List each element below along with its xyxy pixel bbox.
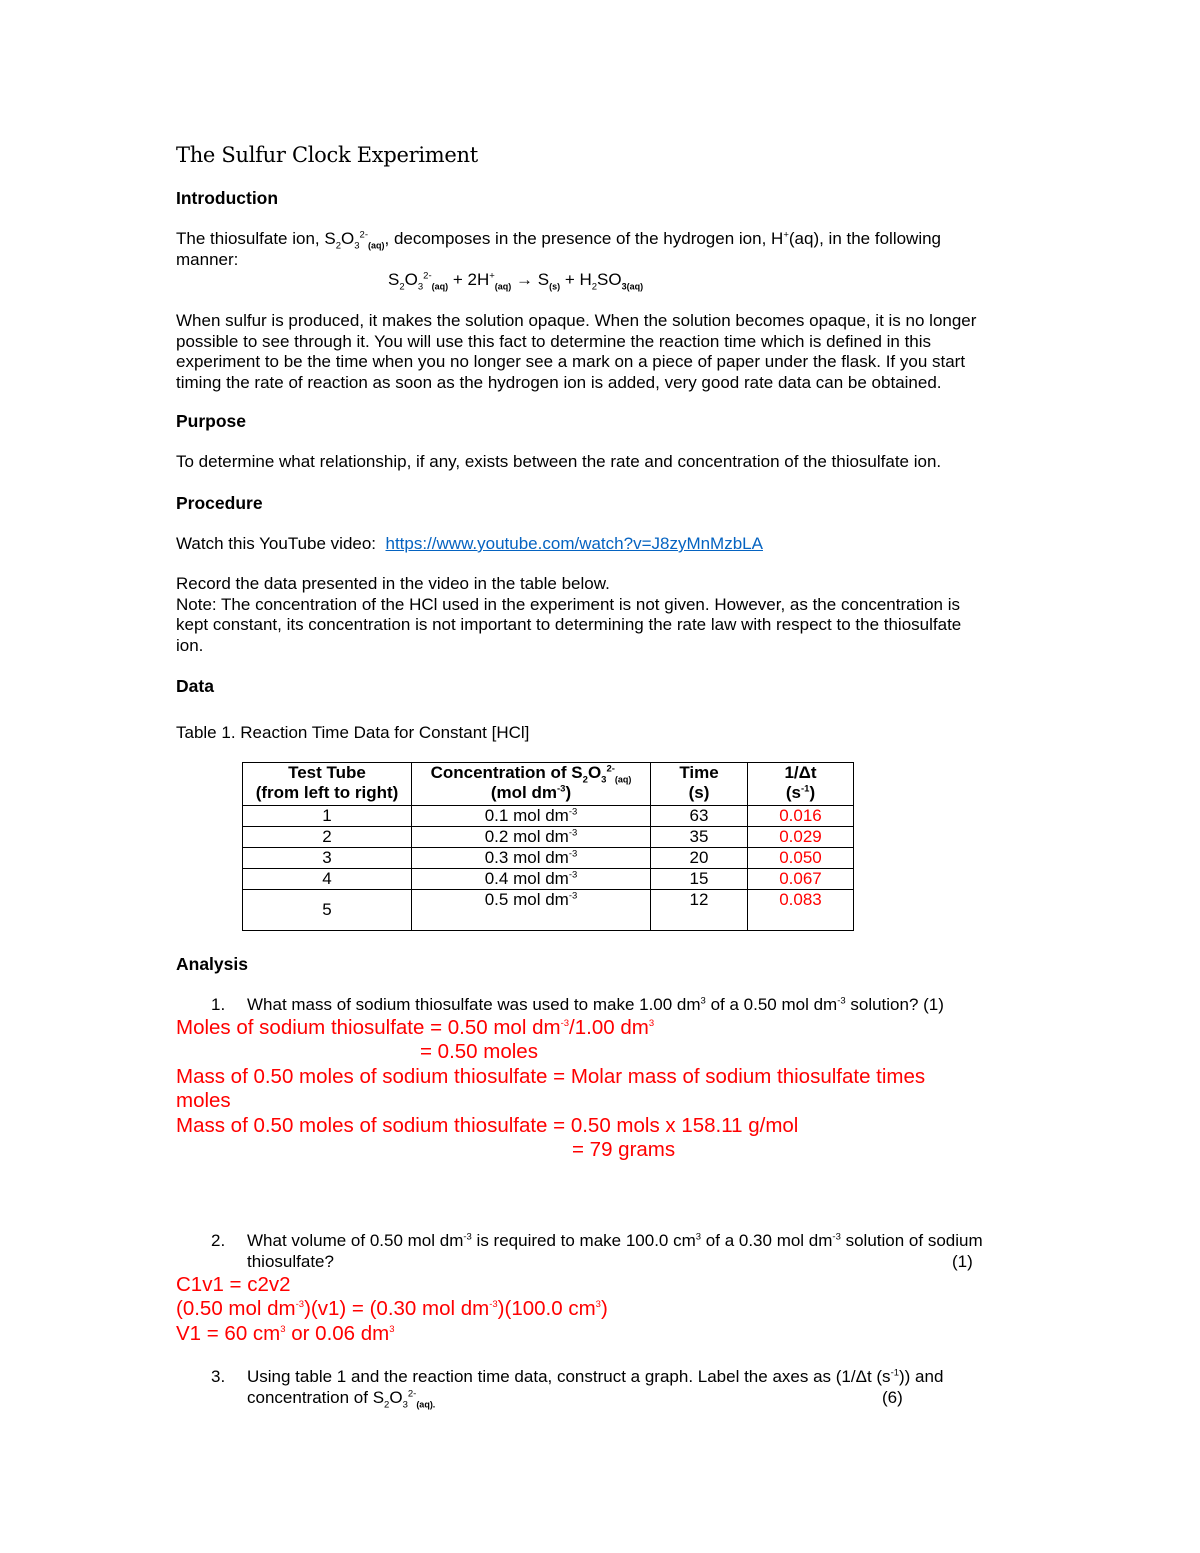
- subscript: 3(aq): [621, 281, 644, 292]
- page-title: The Sulfur Clock Experiment: [176, 143, 478, 167]
- q-text: What mass of sodium thiosulfate was used to make 1.00 dm: [247, 995, 701, 1014]
- superscript: 2-: [359, 229, 368, 241]
- cell-rate: 0.083: [748, 890, 854, 931]
- subscript: 2: [399, 281, 405, 293]
- q1-answer-line-5: Mass of 0.50 moles of sodium thiosulfate = 0.50 mols x 158.11 g/mol: [176, 1114, 799, 1137]
- header-rate: [748, 763, 854, 806]
- subscript: (aq): [368, 240, 385, 251]
- header-text: (from left to right): [255, 783, 399, 802]
- paragraph-line: Record the data presented in the video in the table below.: [176, 574, 610, 593]
- superscript: -3: [463, 1231, 472, 1243]
- subscript: 2: [591, 281, 598, 293]
- subscript: 2: [335, 240, 342, 252]
- superscript: 3: [695, 1231, 702, 1243]
- reaction-equation: [388, 270, 643, 291]
- question-3-line-2: [247, 1387, 436, 1411]
- procedure-heading: Procedure: [176, 493, 263, 513]
- question-2-line-2: thiosulfate?: [247, 1252, 334, 1271]
- paragraph-line: Note: The concentration of the HCl used in the experiment is not given. However, as the concentration is: [176, 594, 961, 614]
- superscript: -1: [890, 1367, 900, 1379]
- superscript: 3: [389, 1324, 395, 1336]
- paragraph-line: ion.: [176, 635, 204, 655]
- subscript: 3: [601, 774, 607, 786]
- header-test-tube: [243, 763, 412, 806]
- superscript: 3: [648, 1018, 655, 1030]
- q-text: of a 0.50 mol dm: [705, 995, 838, 1014]
- cell-time: 20: [651, 848, 748, 869]
- conc-value: 0.3: [484, 848, 509, 867]
- cell-time: 35: [651, 827, 748, 848]
- analysis-heading: Analysis: [176, 954, 248, 974]
- subscript: 2: [582, 774, 588, 786]
- superscript: -3: [837, 995, 846, 1007]
- cell-concentration: [412, 806, 651, 827]
- table-row: [243, 890, 854, 931]
- superscript: -3: [295, 1299, 305, 1311]
- q2-answer-line-1: C1v1 = c2v2: [176, 1273, 291, 1296]
- paragraph-line: possible to see through it. You will use this fact to determine the reaction time which is defined in this: [176, 331, 932, 351]
- cell-tube: 4: [243, 869, 412, 890]
- question-1-text: [247, 994, 1047, 1015]
- q-text: Using table 1 and the reaction time data, construct a graph. Label the axes as (1/Δt (s: [247, 1367, 891, 1386]
- subscript: 3: [354, 240, 360, 252]
- conc-value: 0.1: [484, 806, 509, 825]
- question-2-number: 2.: [211, 1231, 226, 1250]
- eq-text: SO: [597, 270, 622, 289]
- question-1-number: 1.: [211, 995, 226, 1014]
- superscript: -1: [801, 783, 810, 795]
- question-3-number: 3.: [211, 1367, 226, 1386]
- eq-text: S: [388, 270, 400, 289]
- header-text: Test Tube: [288, 763, 366, 782]
- header-part: ): [809, 783, 816, 802]
- q-text: )) and: [899, 1367, 944, 1386]
- superscript: -3: [568, 848, 578, 860]
- intro-text: O: [341, 229, 355, 248]
- cell-rate: 0.050: [748, 848, 854, 869]
- conc-value: 0.5: [484, 890, 509, 909]
- q1-answer-line-1: [176, 1016, 654, 1041]
- paragraph-line: When sulfur is produced, it makes the solution opaque. When the solution becomes opaque, it is no longer: [176, 311, 977, 330]
- q1-answer-line-2: = 0.50 moles: [420, 1040, 538, 1063]
- subscript: (aq): [494, 281, 512, 292]
- eq-text: → S: [511, 270, 550, 289]
- q-text: solution of sodium: [840, 1231, 983, 1250]
- table-row: [243, 806, 854, 827]
- paragraph-line: timing the rate of reaction as soon as the hydrogen ion is added, very good rate data can be obtained.: [176, 372, 942, 392]
- subscript: 3: [417, 281, 424, 293]
- header-text: [748, 783, 853, 803]
- superscript: 3: [595, 1299, 601, 1311]
- header-text: [412, 783, 650, 803]
- question-2-text: [247, 1230, 1047, 1251]
- unit: mol dm: [513, 848, 569, 867]
- q2-answer-line-2: [176, 1297, 608, 1322]
- answer-text: or 0.06 dm: [285, 1322, 390, 1345]
- superscript: -3: [832, 1231, 841, 1243]
- superscript: +: [489, 270, 495, 282]
- watch-text: Watch this YouTube video:: [176, 534, 377, 553]
- superscript: 3: [700, 995, 706, 1007]
- cell-concentration: [412, 869, 651, 890]
- superscript: -3: [556, 783, 566, 795]
- question-3-text: [247, 1366, 1027, 1387]
- answer-text: /1.00 dm: [569, 1016, 649, 1039]
- cell-time: 63: [651, 806, 748, 827]
- superscript: -3: [489, 1299, 498, 1311]
- superscript: -3: [568, 806, 578, 818]
- header-part: O: [587, 763, 602, 782]
- superscript: 3: [280, 1324, 286, 1336]
- header-text: Time: [679, 763, 719, 782]
- purpose-heading: Purpose: [176, 411, 247, 431]
- subscript: (aq): [614, 774, 632, 785]
- superscript: 2-: [423, 270, 432, 282]
- answer-text: V1 = 60 cm: [176, 1322, 281, 1345]
- q-text: O: [389, 1388, 403, 1407]
- eq-text: + H: [560, 270, 592, 289]
- eq-text: O: [404, 270, 418, 289]
- question-2-marks: (1): [952, 1252, 973, 1271]
- youtube-link[interactable]: https://www.youtube.com/watch?v=J8zyMnMzbLA: [385, 534, 763, 553]
- conc-value: 0.4: [484, 869, 509, 888]
- question-3-marks: (6): [882, 1388, 903, 1407]
- superscript: +: [783, 229, 789, 241]
- cell-tube: 3: [243, 848, 412, 869]
- introduction-paragraph-1: [176, 229, 1036, 270]
- table-row: [243, 848, 854, 869]
- subscript: 2: [384, 1399, 390, 1411]
- header-part: Concentration of S: [430, 763, 583, 782]
- superscript: 2-: [407, 1388, 417, 1400]
- q1-answer-line-4: moles: [176, 1089, 231, 1112]
- intro-text: , decomposes in the presence of the hydrogen ion, H: [384, 229, 784, 248]
- subscript: 3: [402, 1399, 408, 1411]
- intro-text: The thiosulfate ion, S: [176, 229, 336, 248]
- conc-value: 0.2: [484, 827, 509, 846]
- cell-concentration: [412, 848, 651, 869]
- unit: mol dm: [513, 827, 569, 846]
- cell-tube: 5: [243, 890, 412, 931]
- table-header-row: [243, 763, 854, 806]
- cell-concentration: [412, 827, 651, 848]
- table-row: [243, 827, 854, 848]
- cell-tube: 2: [243, 827, 412, 848]
- purpose-text: To determine what relationship, if any, exists between the rate and concentration of the thiosulfate ion.: [176, 452, 942, 471]
- unit: mol dm: [513, 806, 569, 825]
- cell-time: 12: [651, 890, 748, 931]
- superscript: -3: [560, 1018, 570, 1030]
- cell-rate: 0.016: [748, 806, 854, 827]
- cell-concentration: [412, 890, 651, 931]
- q-text: of a 0.30 mol dm: [701, 1231, 833, 1250]
- header-part: (mol dm: [490, 783, 557, 802]
- data-heading: Data: [176, 676, 214, 696]
- q1-answer-line-6: = 79 grams: [572, 1138, 676, 1161]
- cell-rate: 0.029: [748, 827, 854, 848]
- introduction-paragraph-2: [176, 311, 1056, 393]
- answer-text: )(100.0 cm: [497, 1297, 596, 1320]
- q-text: concentration of S: [247, 1388, 385, 1407]
- header-text: 1/Δt: [784, 763, 817, 782]
- unit: mol dm: [513, 890, 569, 909]
- q2-answer-line-3: [176, 1322, 395, 1347]
- superscript: -3: [568, 869, 578, 881]
- procedure-watch-line: [176, 534, 763, 555]
- answer-text: ): [600, 1297, 608, 1320]
- header-part: (s: [785, 783, 801, 802]
- subscript: (aq): [431, 281, 449, 292]
- subscript: (aq).: [416, 1399, 436, 1410]
- header-text: (s): [688, 783, 710, 802]
- cell-time: 15: [651, 869, 748, 890]
- header-part: ): [565, 783, 572, 802]
- intro-text: manner:: [176, 249, 239, 269]
- q-text: solution? (1): [845, 995, 944, 1014]
- q1-answer-line-3: Mass of 0.50 moles of sodium thiosulfate = Molar mass of sodium thiosulfate times: [176, 1065, 926, 1088]
- q-text: is required to make 100.0 cm: [471, 1231, 696, 1250]
- procedure-text: [176, 574, 1056, 656]
- answer-text: (0.50 mol dm: [176, 1297, 296, 1320]
- subscript: (s): [549, 281, 561, 292]
- reaction-time-table: [242, 762, 854, 931]
- answer-text: )(v1) = (0.30 mol dm: [304, 1297, 490, 1320]
- eq-text: + 2H: [448, 270, 490, 289]
- header-text: [412, 763, 650, 786]
- superscript: -3: [568, 890, 578, 902]
- q-text: What volume of 0.50 mol dm: [247, 1231, 464, 1250]
- table-row: [243, 869, 854, 890]
- header-concentration: [412, 763, 651, 806]
- unit: mol dm: [513, 869, 569, 888]
- cell-rate: 0.067: [748, 869, 854, 890]
- paragraph-line: experiment to be the time when you no longer see a mark on a piece of paper under the flask. If you start: [176, 352, 966, 371]
- superscript: -3: [568, 827, 578, 839]
- cell-tube: 1: [243, 806, 412, 827]
- introduction-heading: Introduction: [176, 188, 279, 208]
- paragraph-line: kept constant, its concentration is not important to determining the rate law with respect to the thiosulfate: [176, 615, 962, 634]
- table-caption: Table 1. Reaction Time Data for Constant [HCl]: [176, 723, 530, 742]
- header-time: [651, 763, 748, 806]
- intro-text: (aq), in the following: [788, 229, 942, 248]
- superscript: 2-: [606, 763, 615, 775]
- answer-text: Moles of sodium thiosulfate = 0.50 mol dm: [176, 1016, 561, 1039]
